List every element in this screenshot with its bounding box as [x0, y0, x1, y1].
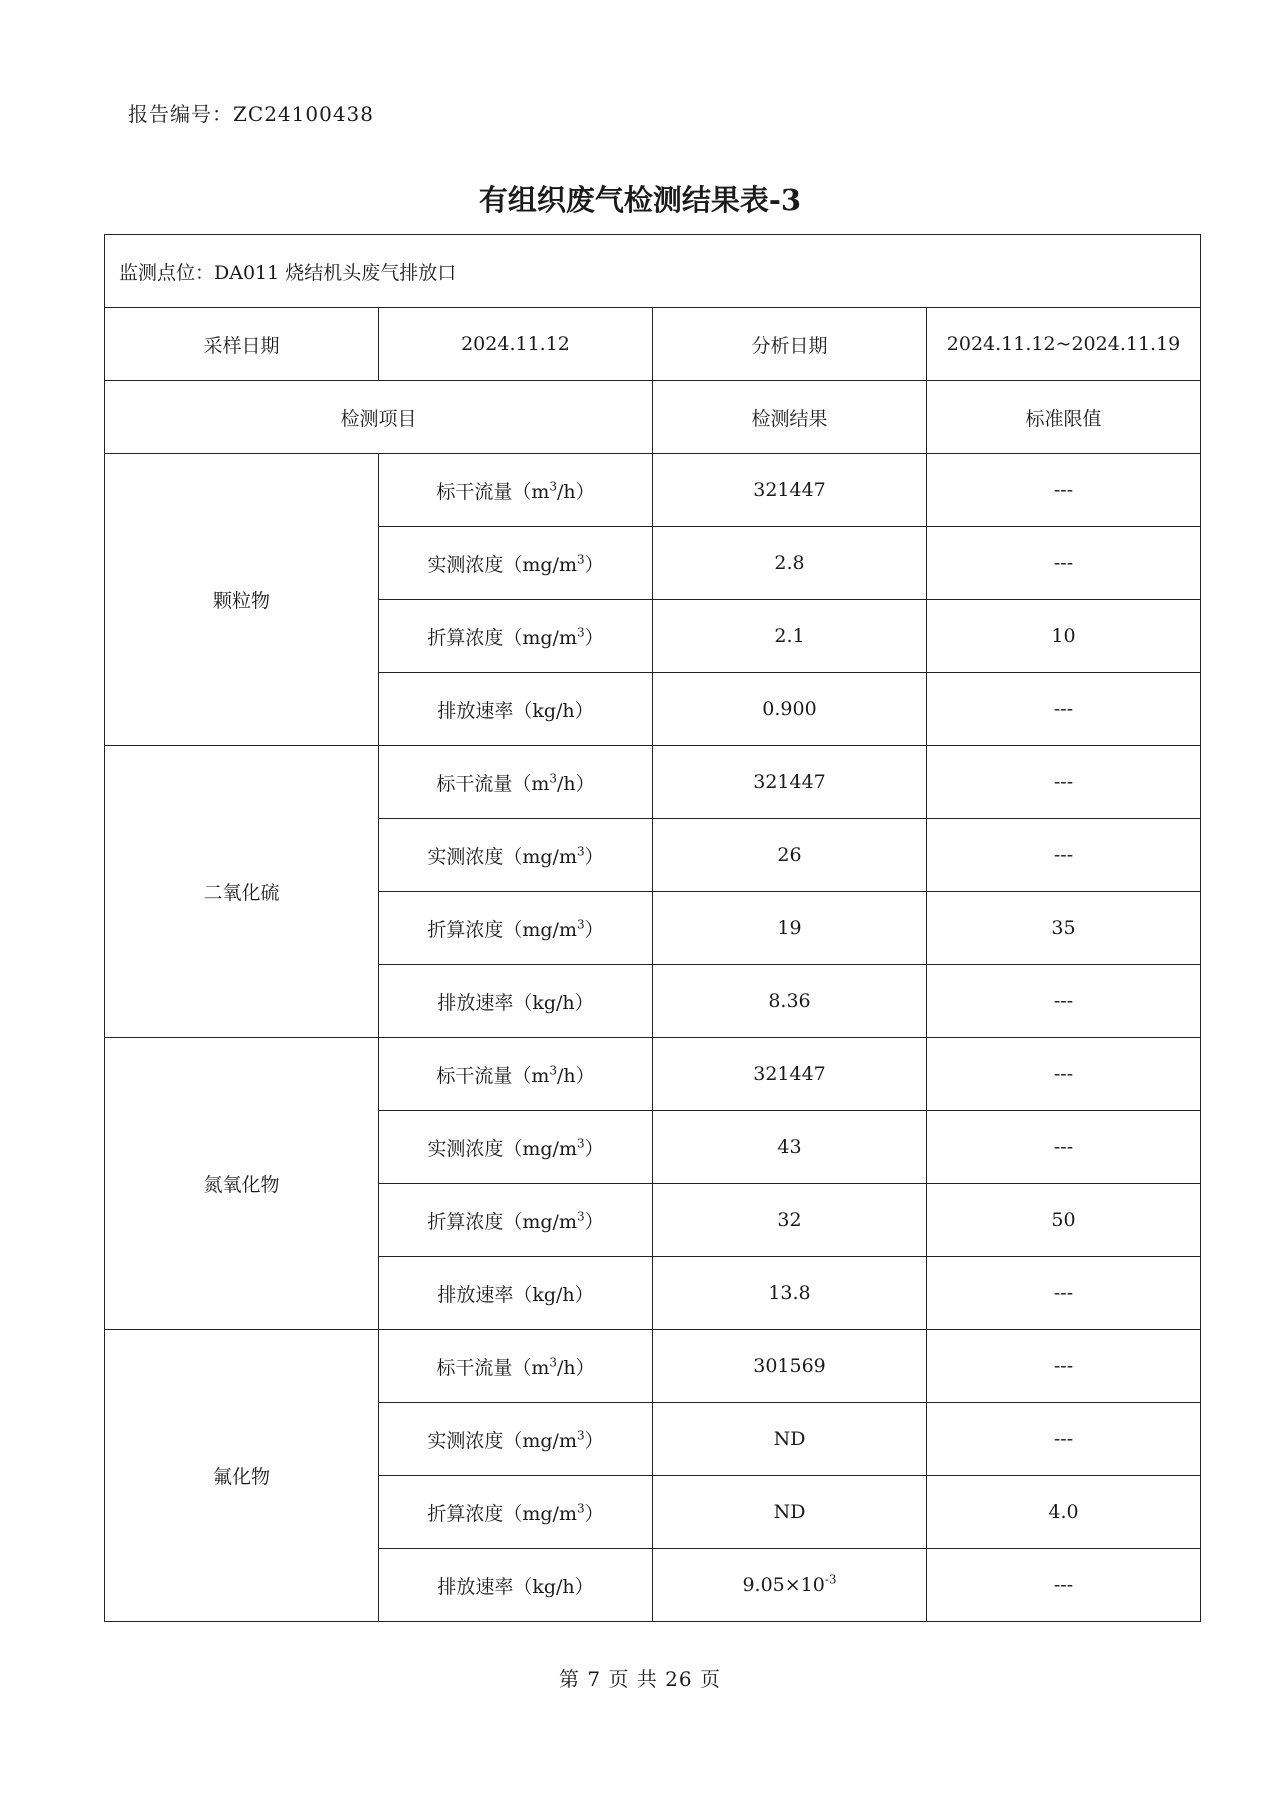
result-text: 43 [777, 1136, 802, 1158]
pollutant-name: 氟化物 [105, 1330, 379, 1622]
sampling-date-label: 采样日期 [105, 308, 379, 381]
parameter-unit-tail: ） [584, 1502, 604, 1525]
unit-exponent: 3 [549, 1355, 558, 1370]
result-value [653, 746, 927, 819]
location-row [105, 235, 1201, 308]
location-value: DA011 烧结机头废气排放口 [214, 261, 457, 284]
table-row [105, 1038, 1201, 1111]
parameter-name [379, 527, 653, 600]
unit-exponent: 3 [576, 552, 585, 567]
parameter-text: 标干流量（m [436, 1064, 550, 1087]
result-value [653, 1330, 927, 1403]
parameter-name [379, 1330, 653, 1403]
result-value [653, 673, 927, 746]
result-value [653, 454, 927, 527]
table-row [105, 1330, 1201, 1403]
result-text: 321447 [753, 1063, 826, 1085]
result-value [653, 819, 927, 892]
result-text: 13.8 [768, 1282, 811, 1304]
limit-value: --- [927, 746, 1201, 819]
result-text: 0.900 [762, 698, 817, 720]
parameter-name [379, 1403, 653, 1476]
parameter-text: 实测浓度（mg/m [427, 845, 577, 868]
analysis-date-label: 分析日期 [653, 308, 927, 381]
pollutant-name: 颗粒物 [105, 454, 379, 746]
parameter-name [379, 1549, 653, 1622]
pollutant-name: 二氧化硫 [105, 746, 379, 1038]
result-text: 301569 [753, 1355, 826, 1377]
table-row [105, 454, 1201, 527]
parameter-unit-tail: /h） [557, 1064, 595, 1087]
parameter-name [379, 454, 653, 527]
result-exponent: -3 [824, 1572, 837, 1587]
limit-value: 4.0 [927, 1476, 1201, 1549]
unit-exponent: 3 [576, 844, 585, 859]
limit-value: --- [927, 673, 1201, 746]
parameter-name [379, 1476, 653, 1549]
parameter-text: 排放速率（kg/h） [437, 699, 594, 722]
report-number-value: ZC24100438 [233, 102, 374, 126]
result-value [653, 965, 927, 1038]
limit-value: 10 [927, 600, 1201, 673]
report-number [128, 98, 374, 127]
parameter-text: 排放速率（kg/h） [437, 1575, 594, 1598]
monitoring-location [105, 235, 1201, 308]
limit-value: --- [927, 819, 1201, 892]
parameter-name [379, 1257, 653, 1330]
column-header-limit: 标准限值 [927, 381, 1201, 454]
limit-value: --- [927, 1257, 1201, 1330]
parameter-unit-tail: ） [584, 845, 604, 868]
result-value [653, 1111, 927, 1184]
parameter-text: 实测浓度（mg/m [427, 1429, 577, 1452]
parameter-name [379, 965, 653, 1038]
unit-exponent: 3 [576, 1428, 585, 1443]
parameter-text: 折算浓度（mg/m [427, 1210, 577, 1233]
parameter-unit-tail: ） [584, 1429, 604, 1452]
location-label: 监测点位： [119, 261, 215, 284]
parameter-unit-tail: ） [584, 1210, 604, 1233]
parameter-name [379, 673, 653, 746]
limit-value: 50 [927, 1184, 1201, 1257]
limit-value: --- [927, 1330, 1201, 1403]
result-value [653, 527, 927, 600]
unit-exponent: 3 [576, 1209, 585, 1224]
unit-exponent: 3 [576, 917, 585, 932]
sampling-date-value: 2024.11.12 [379, 308, 653, 381]
result-text: ND [773, 1501, 806, 1523]
parameter-name [379, 746, 653, 819]
parameter-text: 标干流量（m [436, 1356, 550, 1379]
result-text: ND [773, 1428, 806, 1450]
result-value [653, 1476, 927, 1549]
parameter-name [379, 600, 653, 673]
analysis-date-value: 2024.11.12~2024.11.19 [927, 308, 1201, 381]
column-header-result: 检测结果 [653, 381, 927, 454]
parameter-text: 标干流量（m [436, 480, 550, 503]
parameter-unit-tail: ） [584, 626, 604, 649]
unit-exponent: 3 [576, 1136, 585, 1151]
result-value [653, 1403, 927, 1476]
parameter-text: 实测浓度（mg/m [427, 553, 577, 576]
result-value [653, 1257, 927, 1330]
result-value [653, 1549, 927, 1622]
result-text: 321447 [753, 479, 826, 501]
pollutant-name: 氮氧化物 [105, 1038, 379, 1330]
parameter-text: 排放速率（kg/h） [437, 1283, 594, 1306]
result-text: 321447 [753, 771, 826, 793]
result-text: 26 [777, 844, 802, 866]
unit-exponent: 3 [549, 1063, 558, 1078]
parameter-name [379, 819, 653, 892]
limit-value: --- [927, 1549, 1201, 1622]
results-table [104, 234, 1201, 1622]
unit-exponent: 3 [549, 771, 558, 786]
result-value [653, 1184, 927, 1257]
result-value [653, 600, 927, 673]
limit-value: --- [927, 965, 1201, 1038]
parameter-text: 折算浓度（mg/m [427, 1502, 577, 1525]
result-value [653, 892, 927, 965]
parameter-unit-tail: ） [584, 553, 604, 576]
parameter-text: 实测浓度（mg/m [427, 1137, 577, 1160]
unit-exponent: 3 [576, 1501, 585, 1516]
parameter-name [379, 1038, 653, 1111]
unit-exponent: 3 [576, 625, 585, 640]
limit-value: --- [927, 1403, 1201, 1476]
parameter-text: 排放速率（kg/h） [437, 991, 594, 1014]
parameter-unit-tail: ） [584, 1137, 604, 1160]
result-text: 19 [777, 917, 802, 939]
limit-value: 35 [927, 892, 1201, 965]
report-number-label: 报告编号： [128, 102, 233, 126]
column-header-item: 检测项目 [105, 381, 653, 454]
table-row [105, 746, 1201, 819]
parameter-text: 标干流量（m [436, 772, 550, 795]
parameter-unit-tail: /h） [557, 772, 595, 795]
unit-exponent: 3 [549, 479, 558, 494]
result-value [653, 1038, 927, 1111]
parameter-name [379, 1111, 653, 1184]
parameter-text: 折算浓度（mg/m [427, 918, 577, 941]
parameter-unit-tail: /h） [557, 1356, 595, 1379]
parameter-unit-tail: ） [584, 918, 604, 941]
parameter-name [379, 1184, 653, 1257]
result-text: 2.8 [774, 552, 805, 574]
parameter-text: 折算浓度（mg/m [427, 626, 577, 649]
page-title: 有组织废气检测结果表-3 [478, 183, 802, 217]
result-text: 8.36 [768, 990, 811, 1012]
parameter-name [379, 892, 653, 965]
result-text: 2.1 [774, 625, 805, 647]
limit-value: --- [927, 1111, 1201, 1184]
limit-value: --- [927, 527, 1201, 600]
result-text: 9.05×10 [742, 1574, 825, 1596]
limit-value: --- [927, 454, 1201, 527]
column-header-row [105, 381, 1201, 454]
limit-value: --- [927, 1038, 1201, 1111]
date-row [105, 308, 1201, 381]
page-number: 第 7 页 共 26 页 [559, 1667, 721, 1691]
parameter-unit-tail: /h） [557, 480, 595, 503]
result-text: 32 [777, 1209, 802, 1231]
